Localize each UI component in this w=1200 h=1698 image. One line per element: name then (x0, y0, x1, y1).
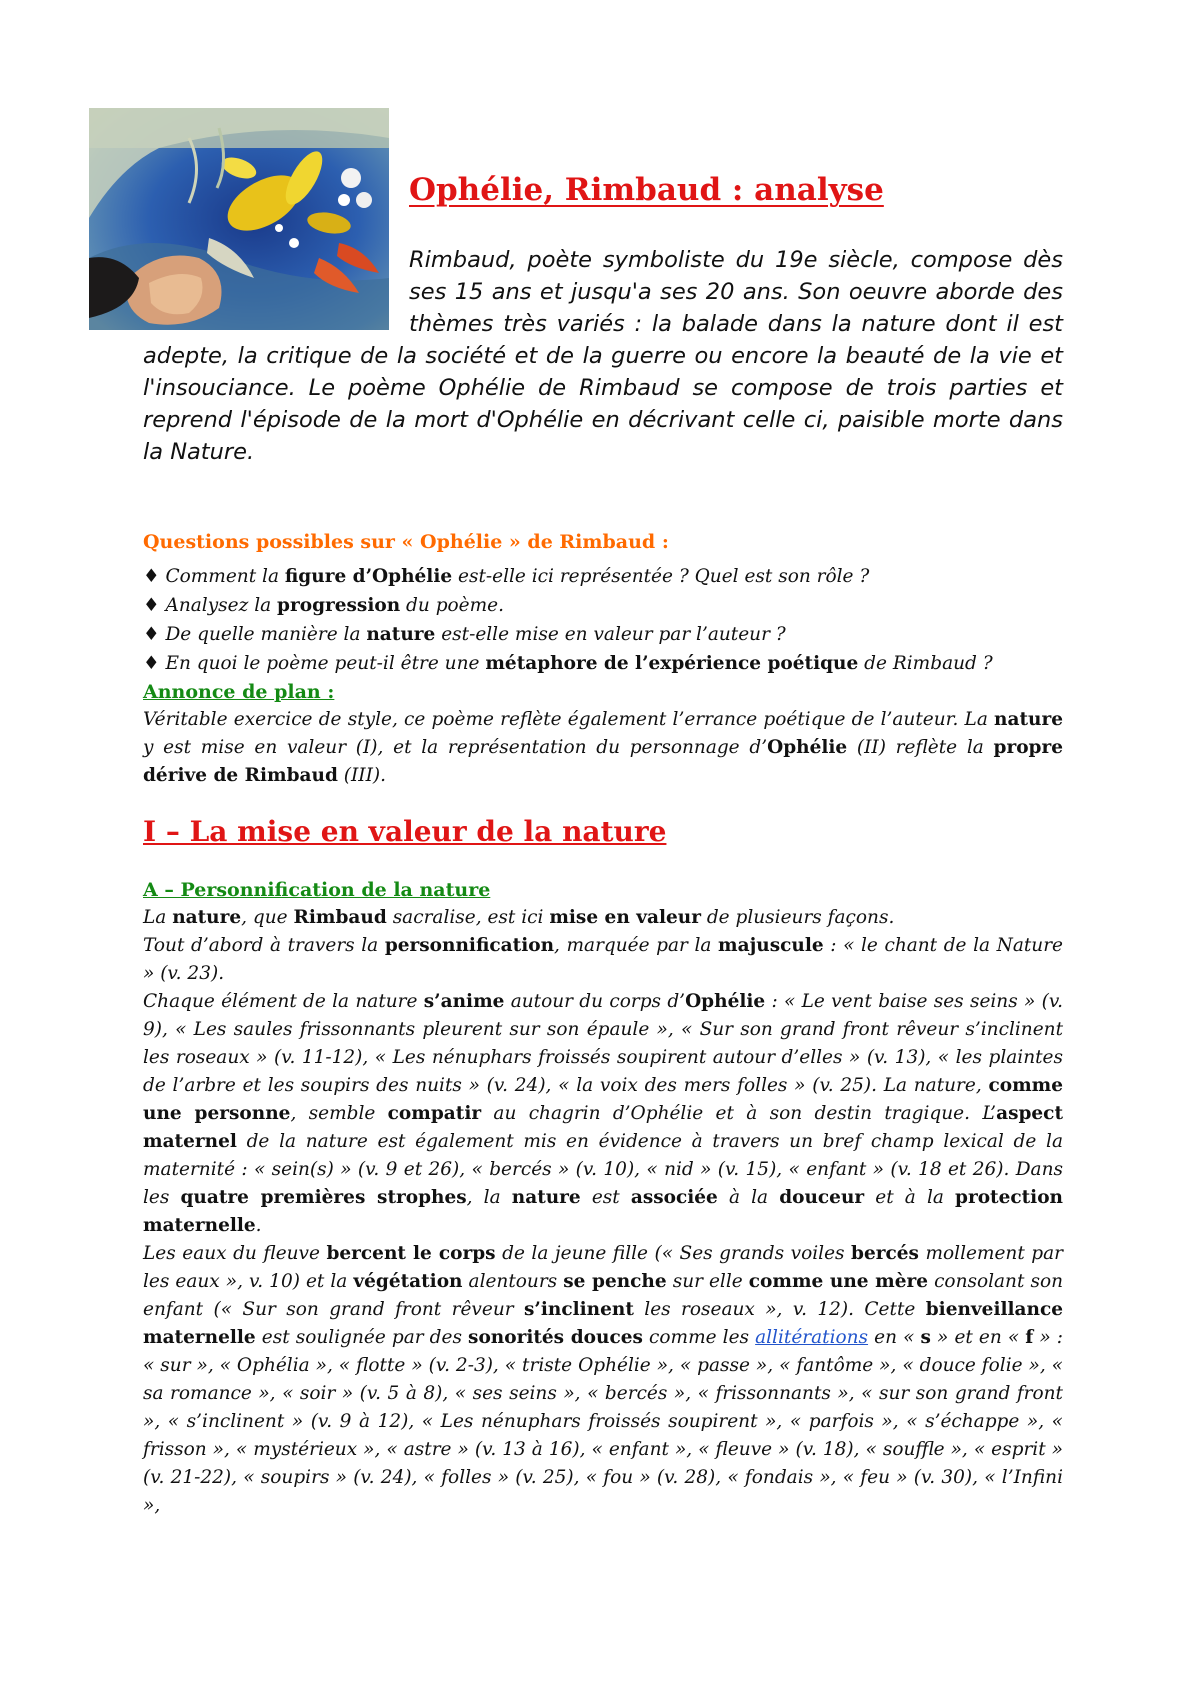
question-item: ♦ De quelle manière la nature est-elle mise en valeur par l’auteur ? (143, 624, 786, 645)
paragraph-a3: Chaque élément de la nature s’anime autour du corps d’Ophélie : « Le vent baise ses seins » (v. 9), « Les saules frissonnants pleurent sur son épaule », « Sur son grand front rêveur s’inclinent les roseaux » (v. 11-12), « Les nénuphars froissés soupirent autour d’elles » (v. 13), « les plaintes de l’arbre et les soupirs des nuits » (v. 24), « la voix des mers folles » (v. 25). La nature, comme une personne, semble compatir au chagrin d’Ophélie et à son destin tragique. L’aspect maternel de la nature est également mis en évidence à travers un bref champ lexical de la maternité : « sein(s) » (v. 9 et 26), « bercés » (v. 10), « nid » (v. 15), « enfant » (v. 18 et 26). Dans les quatre premières strophes, la nature est associée à la douceur et à la protection maternelle. (143, 991, 1063, 1236)
section-heading: I – La mise en valeur de la nature (143, 815, 667, 848)
paragraph-a4: Les eaux du fleuve bercent le corps de la jeune fille (« Ses grands voiles bercés mollement par les eaux », v. 10) et la végétation alentours se penche sur elle comme une mère consolant son enfant (« Sur son grand front rêveur s’inclinent les roseaux », v. 12). Cette bienveillance maternelle est soulignée par des sonorités douces comme les allitérations en « s » et en « f » : « sur », « Ophélia », « flotte » (v. 2-3), « triste Ophélie », « passe », « fantôme », « douce folie », « sa romance », « soir » (v. 5 à 8), « ses seins », « bercés », « frissonnants », « sur son grand front », « s’inclinent » (v. 9 à 12), « Les nénuphars froissés soupirent », « parfois », « s’échappe », « frisson », « mystérieux », « astre » (v. 13 à 16), « enfant », « fleuve » (v. 18), « souffle », « esprit » (v. 21-22), « soupirs » (v. 24), « folles » (v. 25), « fou » (v. 28), « fondais », « feu » (v. 30), « l’Infini », (143, 1243, 1063, 1516)
paragraph-a1: La nature, que Rimbaud sacralise, est ici mise en valeur de plusieurs façons. (143, 907, 895, 928)
plan-heading: Annonce de plan : (143, 681, 335, 703)
intro-paragraph (143, 244, 1063, 468)
paragraph-a2: Tout d’abord à travers la personnification, marquée par la majuscule : « le chant de la Nature » (v. 23). (143, 935, 1063, 984)
subsection-heading: A – Personnification de la nature (143, 879, 491, 901)
alliterations-link[interactable]: allitérations (755, 1327, 869, 1348)
questions-heading: Questions possibles sur « Ophélie » de Rimbaud : (143, 531, 669, 553)
bullet-icon: ♦ (143, 566, 160, 587)
page-title: Ophélie, Rimbaud : analyse (409, 172, 884, 208)
bullet-icon: ♦ (143, 653, 160, 674)
image-float-spacer (143, 244, 409, 340)
question-item: ♦ Analysez la progression du poème. (143, 595, 504, 616)
intro-text: Rimbaud, poète symboliste du 19e siècle, compose dès ses 15 ans et jusqu'a ses 20 ans. Son oeuvre aborde des thèmes très variés : la balade dans la nature dont il est adepte, la critique de la société et de la guerre ou encore la beauté de la vie et l'insouciance. Le poème Ophélie de Rimbaud se compose de trois parties et reprend l'épisode de la mort d'Ophélie en décrivant celle ci, paisible morte dans la Nature. (143, 247, 1063, 465)
plan-paragraph: Véritable exercice de style, ce poème reflète également l’errance poétique de l’auteur. La nature y est mise en valeur (I), et la représentation du personnage d’Ophélie (II) reflète la propre dérive de Rimbaud (III). (143, 709, 1063, 786)
bullet-icon: ♦ (143, 624, 160, 645)
question-item: ♦ Comment la figure d’Ophélie est-elle ici représentée ? Quel est son rôle ? (143, 566, 870, 587)
bullet-icon: ♦ (143, 595, 160, 616)
document-body (143, 528, 1063, 1520)
question-item: ♦ En quoi le poème peut-il être une métaphore de l’expérience poétique de Rimbaud ? (143, 653, 993, 674)
